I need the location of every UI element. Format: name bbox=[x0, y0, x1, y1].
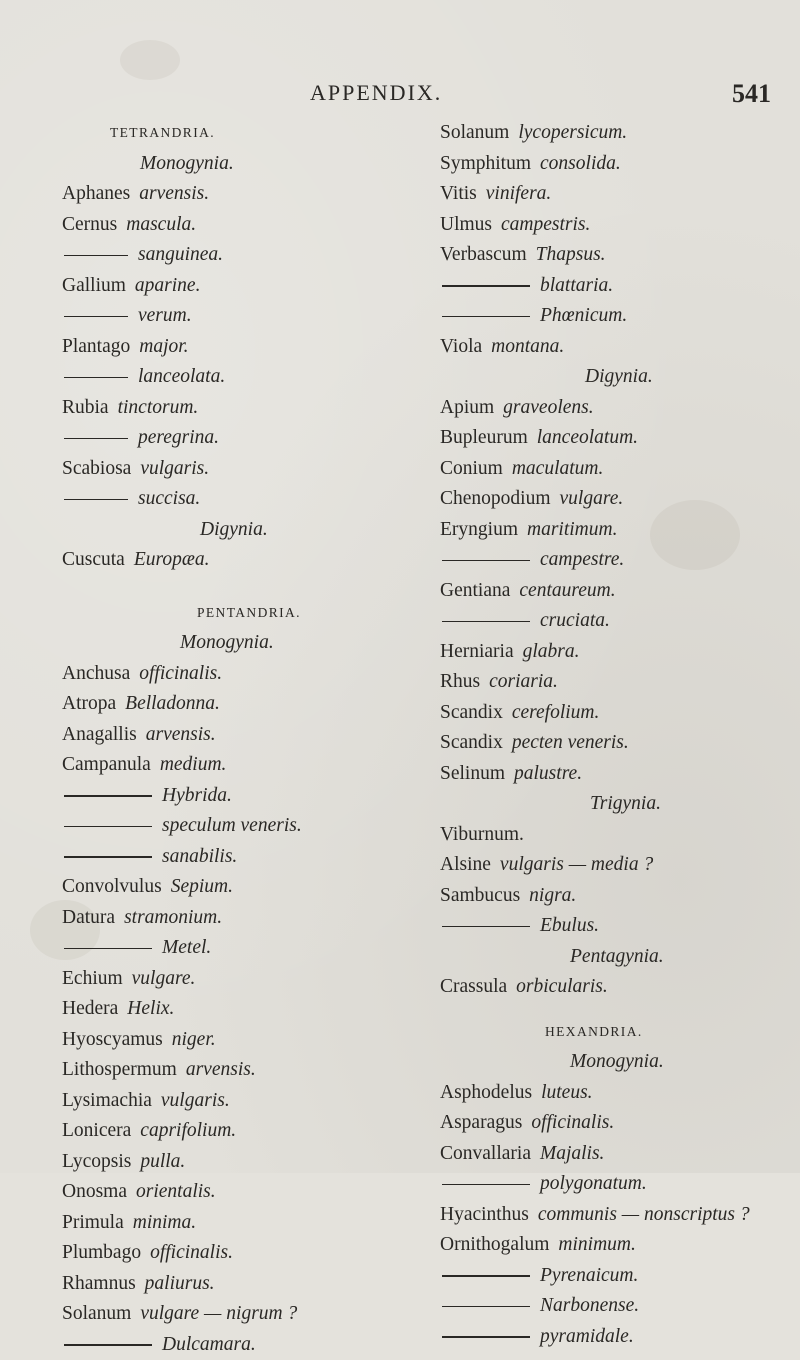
species-name: maritimum. bbox=[527, 519, 617, 540]
genus-name: Lithospermum bbox=[62, 1059, 177, 1080]
list-item bbox=[440, 850, 790, 881]
species-name: Narbonense. bbox=[540, 1295, 639, 1316]
genus-name: Hyoscyamus bbox=[62, 1029, 163, 1050]
list-item bbox=[440, 271, 790, 302]
list-item bbox=[62, 332, 352, 363]
species-name: Metel. bbox=[162, 937, 211, 958]
species-name: medium. bbox=[160, 754, 227, 775]
species-name: glabra. bbox=[523, 641, 580, 662]
species-name: officinalis. bbox=[139, 663, 222, 684]
list-item bbox=[440, 1108, 790, 1139]
genus-name: Datura bbox=[62, 907, 115, 928]
genus-name: Verbascum bbox=[440, 244, 527, 265]
species-name: pyramidale. bbox=[540, 1326, 634, 1347]
list-item bbox=[440, 179, 790, 210]
genus-name: Aphanes bbox=[62, 183, 130, 204]
class-heading: HEXANDRIA. bbox=[440, 1017, 790, 1048]
species-name: centaureum. bbox=[519, 580, 615, 601]
list-item bbox=[62, 271, 352, 302]
genus-name: Hedera bbox=[62, 998, 118, 1019]
ditto-rule bbox=[64, 795, 152, 796]
list-item bbox=[62, 1055, 352, 1086]
ditto-rule bbox=[64, 438, 128, 439]
genus-name: Rubia bbox=[62, 397, 109, 418]
page-number: 541 bbox=[732, 79, 771, 109]
species-name: Dulcamara. bbox=[162, 1334, 256, 1355]
species-name: vulgare. bbox=[560, 488, 624, 509]
running-header: APPENDIX. bbox=[310, 80, 442, 106]
species-name: tinctorum. bbox=[118, 397, 199, 418]
list-item bbox=[440, 1078, 790, 1109]
list-item bbox=[62, 1299, 352, 1330]
species-name: Hybrida. bbox=[162, 785, 232, 806]
ditto-rule bbox=[442, 926, 530, 927]
list-item bbox=[62, 301, 352, 332]
ditto-rule bbox=[64, 948, 152, 949]
ditto-rule bbox=[64, 826, 152, 827]
species-name: polygonatum. bbox=[540, 1173, 647, 1194]
genus-name: Conium bbox=[440, 458, 503, 479]
species-name: major. bbox=[139, 336, 188, 357]
species-name: pulla. bbox=[140, 1151, 185, 1172]
list-item bbox=[440, 1230, 790, 1261]
species-name: cerefolium. bbox=[512, 702, 600, 723]
spacer bbox=[440, 1003, 790, 1017]
species-name: Sepium. bbox=[171, 876, 233, 897]
list-item bbox=[62, 1025, 352, 1056]
genus-name: Solanum bbox=[62, 1303, 131, 1324]
list-item bbox=[62, 545, 352, 576]
list-item bbox=[62, 240, 352, 271]
ditto-rule bbox=[64, 255, 128, 256]
ditto-rule bbox=[64, 499, 128, 500]
ditto-rule bbox=[442, 1336, 530, 1337]
list-item bbox=[440, 240, 790, 271]
list-item bbox=[62, 393, 352, 424]
genus-name: Scandix bbox=[440, 702, 503, 723]
list-item bbox=[62, 1269, 352, 1300]
genus-name: Lysimachia bbox=[62, 1090, 152, 1111]
ditto-rule bbox=[442, 1306, 530, 1307]
order-heading: Monogynia. bbox=[62, 149, 352, 180]
entry-list bbox=[440, 972, 790, 1003]
genus-name: Plumbago bbox=[62, 1242, 141, 1263]
ditto-rule bbox=[64, 377, 128, 378]
ditto-rule bbox=[442, 316, 530, 317]
genus-name: Onosma bbox=[62, 1181, 127, 1202]
ditto-rule bbox=[64, 1344, 152, 1345]
species-name: orientalis. bbox=[136, 1181, 216, 1202]
spacer bbox=[62, 576, 352, 598]
list-item bbox=[62, 720, 352, 751]
species-name: arvensis. bbox=[186, 1059, 256, 1080]
species-name: cruciata. bbox=[540, 610, 610, 631]
ditto-rule bbox=[442, 1184, 530, 1185]
species-name: verum. bbox=[138, 305, 192, 326]
order-heading: Pentagynia. bbox=[440, 942, 790, 973]
entry-list bbox=[440, 118, 790, 362]
genus-name: Selinum bbox=[440, 763, 505, 784]
list-item bbox=[62, 362, 352, 393]
list-item bbox=[440, 393, 790, 424]
genus-name: Apium bbox=[440, 397, 494, 418]
genus-name: Convolvulus bbox=[62, 876, 162, 897]
entry-list bbox=[440, 1078, 790, 1353]
list-item bbox=[440, 972, 790, 1003]
genus-name: Convallaria bbox=[440, 1143, 531, 1164]
species-name: arvensis. bbox=[139, 183, 209, 204]
genus-name: Campanula bbox=[62, 754, 151, 775]
list-item bbox=[440, 118, 790, 149]
order-heading: Trigynia. bbox=[440, 789, 790, 820]
species-name: vulgare. bbox=[132, 968, 196, 989]
species-name: officinalis. bbox=[150, 1242, 233, 1263]
species-name: vulgaris — media ? bbox=[500, 854, 653, 875]
genus-name: Chenopodium bbox=[440, 488, 551, 509]
list-item bbox=[62, 1238, 352, 1269]
genus-name: Asphodelus bbox=[440, 1082, 532, 1103]
list-item bbox=[440, 606, 790, 637]
genus-name: Gentiana bbox=[440, 580, 510, 601]
genus-name: Scandix bbox=[440, 732, 503, 753]
genus-name: Ulmus bbox=[440, 214, 492, 235]
genus-name: Cernus bbox=[62, 214, 117, 235]
species-name: minimum. bbox=[558, 1234, 635, 1255]
list-item bbox=[62, 454, 352, 485]
list-item bbox=[440, 698, 790, 729]
order-heading: Monogynia. bbox=[440, 1047, 790, 1078]
list-item bbox=[62, 811, 352, 842]
genus-name: Atropa bbox=[62, 693, 116, 714]
list-item bbox=[62, 933, 352, 964]
list-item bbox=[62, 1177, 352, 1208]
genus-name: Rhamnus bbox=[62, 1273, 136, 1294]
genus-name: Echium bbox=[62, 968, 123, 989]
class-heading: TETRANDRIA. bbox=[62, 118, 352, 149]
genus-name: Crassula bbox=[440, 976, 507, 997]
genus-name: Hyacinthus bbox=[440, 1204, 529, 1225]
list-item bbox=[440, 454, 790, 485]
genus-name: Herniaria bbox=[440, 641, 514, 662]
species-name: sanguinea. bbox=[138, 244, 223, 265]
order-heading: Digynia. bbox=[440, 362, 790, 393]
list-item bbox=[440, 423, 790, 454]
genus-name: Cuscuta bbox=[62, 549, 125, 570]
species-name: officinalis. bbox=[531, 1112, 614, 1133]
list-item bbox=[62, 872, 352, 903]
species-name: vulgaris. bbox=[161, 1090, 230, 1111]
list-item bbox=[440, 667, 790, 698]
species-name: nigra. bbox=[529, 885, 576, 906]
species-name: Majalis. bbox=[540, 1143, 604, 1164]
genus-name: Asparagus bbox=[440, 1112, 522, 1133]
genus-name: Scabiosa bbox=[62, 458, 131, 479]
list-item bbox=[440, 210, 790, 241]
species-name: maculatum. bbox=[512, 458, 604, 479]
list-item bbox=[440, 1200, 790, 1231]
species-name: lanceolatum. bbox=[537, 427, 638, 448]
class-heading: PENTANDRIA. bbox=[62, 598, 352, 629]
list-item bbox=[440, 911, 790, 942]
species-name: lanceolata. bbox=[138, 366, 225, 387]
genus-name: Gallium bbox=[62, 275, 126, 296]
species-name: aparine. bbox=[135, 275, 201, 296]
entry-list bbox=[62, 545, 352, 576]
species-name: caprifolium. bbox=[140, 1120, 236, 1141]
entry-list bbox=[62, 659, 352, 1360]
list-item bbox=[62, 964, 352, 995]
genus-name: Ornithogalum bbox=[440, 1234, 549, 1255]
genus-name: Viola bbox=[440, 336, 482, 357]
genus-name: Vitis bbox=[440, 183, 477, 204]
species-name: graveolens. bbox=[503, 397, 593, 418]
species-name: mascula. bbox=[126, 214, 196, 235]
list-item bbox=[440, 1139, 790, 1170]
genus-name: Anchusa bbox=[62, 663, 130, 684]
genus-name: Alsine bbox=[440, 854, 491, 875]
genus-name: Lonicera bbox=[62, 1120, 131, 1141]
species-name: minima. bbox=[133, 1212, 196, 1233]
list-item bbox=[440, 301, 790, 332]
ditto-rule bbox=[442, 621, 530, 622]
list-item bbox=[62, 842, 352, 873]
order-heading: Digynia. bbox=[62, 515, 352, 546]
list-item bbox=[440, 759, 790, 790]
list-item bbox=[440, 515, 790, 546]
species-name: niger. bbox=[172, 1029, 216, 1050]
ditto-rule bbox=[442, 560, 530, 561]
species-name: Ebulus. bbox=[540, 915, 599, 936]
list-item bbox=[440, 728, 790, 759]
list-item bbox=[62, 1086, 352, 1117]
species-name: Europæa. bbox=[134, 549, 210, 570]
list-item bbox=[62, 423, 352, 454]
genus-name: Bupleurum bbox=[440, 427, 528, 448]
list-item bbox=[440, 881, 790, 912]
entry-list bbox=[62, 179, 352, 515]
left-column bbox=[62, 118, 352, 1360]
list-item bbox=[62, 484, 352, 515]
ditto-rule bbox=[64, 316, 128, 317]
species-name: arvensis. bbox=[146, 724, 216, 745]
list-item bbox=[62, 210, 352, 241]
list-item bbox=[62, 659, 352, 690]
list-item bbox=[62, 689, 352, 720]
species-name: Belladonna. bbox=[125, 693, 220, 714]
list-item bbox=[440, 332, 790, 363]
species-name: campestris. bbox=[501, 214, 590, 235]
list-item bbox=[440, 576, 790, 607]
list-item bbox=[440, 1261, 790, 1292]
species-name: coriaria. bbox=[489, 671, 558, 692]
list-item bbox=[440, 1169, 790, 1200]
species-name: montana. bbox=[491, 336, 564, 357]
right-column bbox=[440, 118, 790, 1352]
ditto-rule bbox=[64, 856, 152, 857]
entry-list bbox=[440, 820, 790, 942]
genus-name: Rhus bbox=[440, 671, 480, 692]
species-name: vinifera. bbox=[486, 183, 552, 204]
list-item bbox=[440, 1322, 790, 1353]
list-item bbox=[62, 1116, 352, 1147]
species-name: succisa. bbox=[138, 488, 200, 509]
list-item bbox=[440, 637, 790, 668]
species-name: orbicularis. bbox=[516, 976, 608, 997]
genus-name: Viburnum. bbox=[440, 824, 524, 845]
species-name: stramonium. bbox=[124, 907, 222, 928]
species-name: blattaria. bbox=[540, 275, 613, 296]
species-name: campestre. bbox=[540, 549, 624, 570]
species-name: Pyrenaicum. bbox=[540, 1265, 638, 1286]
list-item bbox=[440, 820, 790, 851]
species-name: vulgaris. bbox=[140, 458, 209, 479]
species-name: Phœnicum. bbox=[540, 305, 627, 326]
species-name: palustre. bbox=[514, 763, 582, 784]
list-item bbox=[62, 1147, 352, 1178]
list-item bbox=[440, 149, 790, 180]
genus-name: Plantago bbox=[62, 336, 130, 357]
list-item bbox=[440, 1291, 790, 1322]
ditto-rule bbox=[442, 285, 530, 286]
species-name: vulgare — nigrum ? bbox=[140, 1303, 297, 1324]
genus-name: Lycopsis bbox=[62, 1151, 131, 1172]
species-name: consolida. bbox=[540, 153, 621, 174]
species-name: sanabilis. bbox=[162, 846, 237, 867]
list-item bbox=[440, 545, 790, 576]
list-item bbox=[62, 781, 352, 812]
genus-name: Symphitum bbox=[440, 153, 531, 174]
species-name: Thapsus. bbox=[536, 244, 606, 265]
species-name: peregrina. bbox=[138, 427, 219, 448]
genus-name: Primula bbox=[62, 1212, 124, 1233]
list-item bbox=[62, 994, 352, 1025]
entry-list bbox=[440, 393, 790, 790]
species-name: paliurus. bbox=[145, 1273, 215, 1294]
genus-name: Sambucus bbox=[440, 885, 520, 906]
list-item bbox=[62, 1330, 352, 1360]
list-item bbox=[62, 750, 352, 781]
species-name: lycopersicum. bbox=[518, 122, 627, 143]
genus-name: Solanum bbox=[440, 122, 509, 143]
list-item bbox=[62, 1208, 352, 1239]
species-name: luteus. bbox=[541, 1082, 592, 1103]
species-name: communis — nonscriptus ? bbox=[538, 1204, 750, 1225]
paper-stain bbox=[120, 40, 180, 80]
species-name: speculum veneris. bbox=[162, 815, 302, 836]
ditto-rule bbox=[442, 1275, 530, 1276]
list-item bbox=[62, 179, 352, 210]
list-item bbox=[62, 903, 352, 934]
species-name: Helix. bbox=[127, 998, 174, 1019]
genus-name: Anagallis bbox=[62, 724, 137, 745]
order-heading: Monogynia. bbox=[62, 628, 352, 659]
list-item bbox=[440, 484, 790, 515]
species-name: pecten veneris. bbox=[512, 732, 629, 753]
genus-name: Eryngium bbox=[440, 519, 518, 540]
